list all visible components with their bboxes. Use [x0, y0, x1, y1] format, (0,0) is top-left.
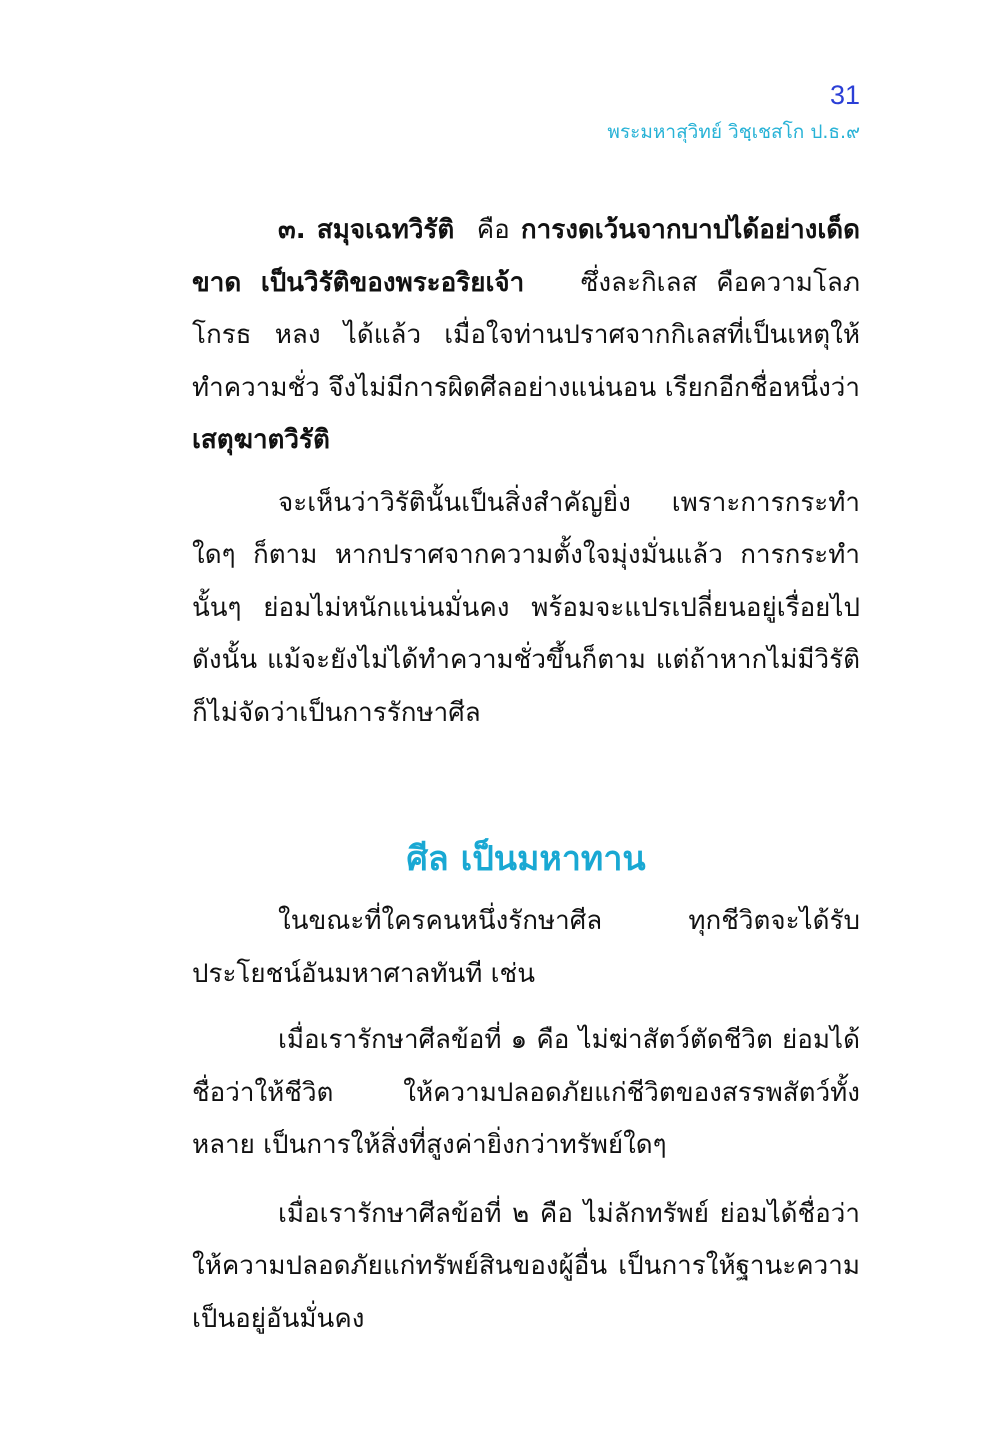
paragraph-sila-benefit-intro: ในขณะที่ใครคนหนึ่งรักษาศีล ทุกชีวิตจะได้รับประโยชน์อันมหาศาลทันที เช่น — [192, 906, 860, 989]
running-head: พระมหาสุวิทย์ วิชฺเชสโก ป.ธ.๙ — [607, 121, 860, 143]
paragraph-precept-two: เมื่อเรารักษาศีลข้อที่ ๒ คือ ไม่ลักทรัพย์ ย่อมได้ชื่อว่าให้ความปลอดภัยแก่ทรัพย์สินของผู้อื่น เป็นการให้ฐานะความเป็นอยู่อันมั่นคง — [192, 1198, 860, 1334]
paragraph-rest: ซึ่งละกิเลส คือความโลภ โกรธ หลง ได้แล้ว เมื่อใจท่านปราศจากกิเลสที่เป็นเหตุให้ทำความชั่ว จึงไม่มีการผิดศีลอย่างแน่นอน เรียกอีกชื่อหนึ่งว่า — [192, 267, 860, 403]
page-number: 31 — [829, 80, 860, 110]
term-setughata-virati: เสตุฆาตวิรัติ — [192, 425, 330, 455]
word-is: คือ — [476, 215, 510, 245]
item-number: ๓. — [278, 215, 306, 245]
page-header — [607, 78, 860, 148]
paragraph-precept-one: เมื่อเรารักษาศีลข้อที่ ๑ คือ ไม่ฆ่าสัตว์ตัดชีวิต ย่อมได้ชื่อว่าให้ชีวิต ให้ความปลอดภัยแก่ชีวิตของสรรพสัตว์ทั้งหลาย เป็นการให้สิ่งที่สูงค่ายิ่งกว่าทรัพย์ใดๆ — [192, 1025, 860, 1160]
section-heading: ศีล เป็นมหาทาน — [406, 839, 646, 879]
term-samuccheda-virati: สมุจเฉทวิรัติ — [316, 215, 455, 245]
paragraph-importance-of-virati: จะเห็นว่าวิรัตินั้นเป็นสิ่งสำคัญยิ่ง เพราะการกระทำใดๆ ก็ตาม หากปราศจากความตั้งใจมุ่งมั่นแล้ว การกระทำนั้นๆ ย่อมไม่หนักแน่นมั่นคง พร้อมจะแปรเปลี่ยนอยู่เรื่อยไป ดังนั้น แม้จะยังไม่ได้ทำความชั่วขึ้นก็ตาม แต่ถ้าหากไม่มีวิรัติ ก็ไม่จัดว่าเป็นการรักษาศีล — [192, 487, 860, 728]
paragraph-samuccheda-virati — [192, 204, 860, 467]
page-body — [192, 204, 860, 1345]
definition-text: การงดเว้นจากบาปได้อย่างเด็ดขาด เป็นวิรัติของพระอริยเจ้า — [192, 215, 861, 298]
